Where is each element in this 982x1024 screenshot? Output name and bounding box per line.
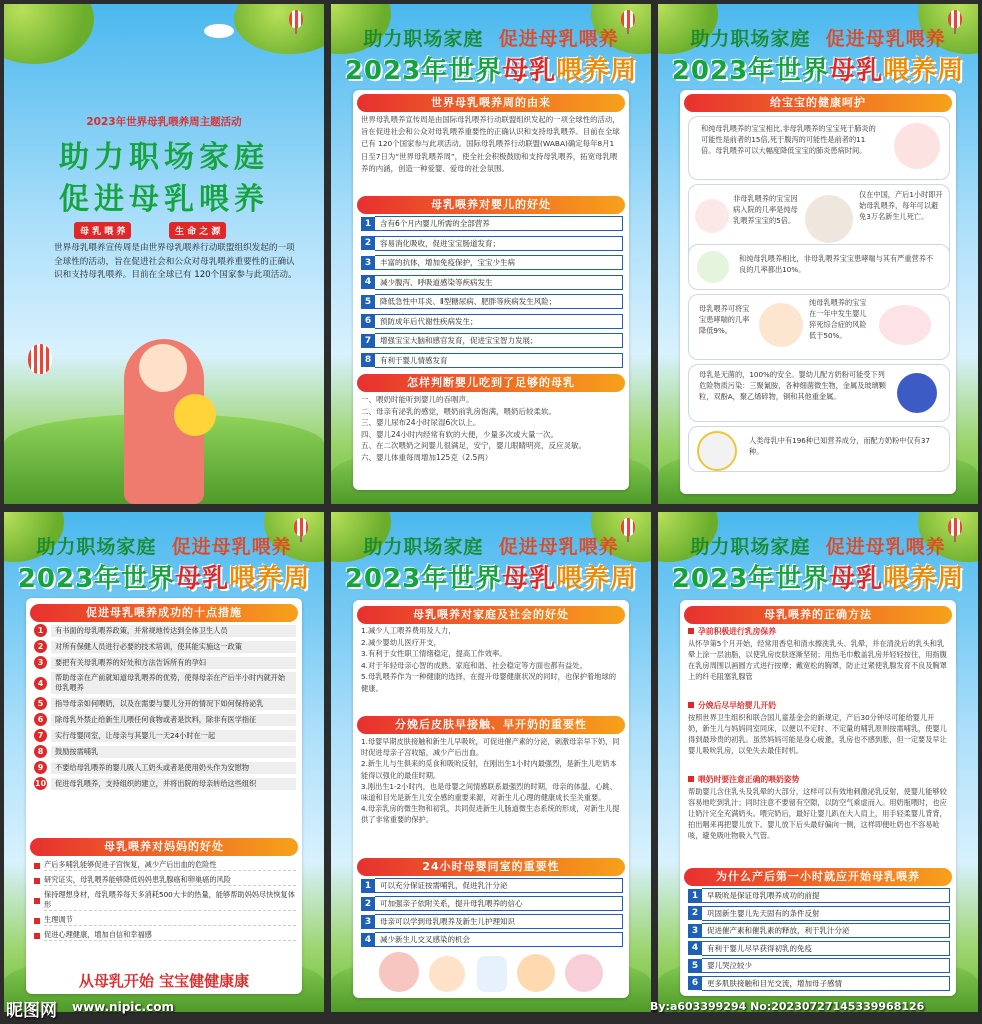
info-text: 母乳喂养可将宝宝患哮喘的几率降低9%。 [699,304,750,335]
header-week-title: 2023年世界母乳喂养周 [671,564,965,594]
header-title: 助力职场家庭 促进母乳喂养 [690,28,946,50]
info-box [688,364,950,422]
hot-air-balloon-icon [28,344,52,374]
info-box [688,116,950,180]
rooming-in-list [361,878,623,950]
subheading: 分娩后尽早给婴儿开奶 [688,700,776,711]
list-item: 六、婴儿体重每周增加125克（2.5两） [361,452,493,462]
tag-badge: 生 命 之 源 [169,222,226,239]
doctor-icon [477,956,507,992]
info-box [688,294,950,360]
intro-text: 世界母乳喂养宣传周是由世界母乳喂养行动联盟组织发起的一项全球性的活动，旨在促进社会和公众对母乳喂养重要性的正确认识和支持母乳喂养。目前在全球已有 120个国家参与此项活动。 [54,243,297,280]
info-text: 和纯母乳喂养相比，非母乳喂养宝宝患哮喘与其有严重营养不良的几率都出10%。 [739,254,934,274]
header-week-title: 2023年世界母乳喂养周 [344,56,638,86]
section-title: 促进母乳喂养成功的十点措施 [30,604,298,622]
list-item: 4 有利于婴儿尽早获得初乳的免疫 [688,941,950,956]
info-box [688,426,950,472]
main-title-line2: 促进母乳喂养 [59,182,269,217]
list-item: 一、喂奶时能听到婴儿的吞咽声。 [361,395,474,404]
event-subtitle: 2023年世界母乳喂养周主题活动 [86,116,242,128]
list-item: 促进心理健康，增加自信和幸福感 [34,930,296,941]
mother-baby-icon [379,952,419,992]
section-title: 给宝宝的健康呵护 [684,94,952,112]
list-item: 6 除母乳外禁止给新生儿喂任何食物或者是饮料，除非有医学指征 [34,713,296,726]
poster-panel-2 [331,4,651,504]
header-week-title: 2023年世界母乳喂养周 [17,564,311,594]
list-item: 3 丰富的抗体，增加免疫保护，宝宝少生病 [361,255,623,270]
list-item: 5 婴儿哭泣较少 [688,958,950,973]
method-text: 从怀孕第5个月开始，经常用香皂和清水擦洗乳头、乳晕，并在清洗后的乳头和乳晕上涂一层油脂，以使乳房皮肤逐渐坚韧；用热毛巾敷盖乳房并轻轻按住，用指腹在乳房周围以画圆方式进行按摩；戴宽松的胸罩，防止过紧使乳腺发育不良及胸罩上的纤毛阻塞乳腺管 [688,639,947,681]
main-title-line1: 助力职场家庭 [59,140,269,175]
info-text: 仅在中国，产后1小时即开始母乳喂养，每年可以避免3万名新生儿死亡。 [859,190,943,221]
list-item: 生理调节 [34,915,296,926]
list-item: 产后多哺乳能够促进子宫恢复，减少产后出血的危险性 [34,860,296,871]
list-item: 4 减少新生儿交叉感染的机会 [361,932,623,947]
tag-badge: 母 乳 喂 养 [74,222,131,239]
header-title: 助力职场家庭 促进母乳喂养 [363,536,619,558]
list-item: 5 降低急性中耳炎、Ⅱ型糖尿病、肥胖等疾病发生风险； [361,294,623,309]
section-title: 母乳喂养对妈妈的好处 [30,838,298,856]
list-item: 3 要把有关母乳喂养的好处和方法告诉所有的孕妇 [34,656,296,669]
method-text: 帮助婴儿含住乳头及乳晕的大部分，这样可以有效地刺激泌乳反射，使婴儿能够较容易地吃到乳汁；同时注意不要留有空隙，以防空气乘虚而入。用奶瓶喂时，也应让奶汁完全充满奶头。喂完奶后，最好让婴儿趴在大人肩上，用手轻柔婴儿背背，拍出咽来再把婴儿放下。婴儿放下后头最好偏向一侧，这样即便吐奶也不容易呛咳，避免吸吐物吸入气管。 [688,787,947,840]
list-item: 2 对所有保健人员进行必要的技术培训，使其能实施这一政策 [34,640,296,653]
society-benefit-list [361,625,621,695]
list-item: 2 巩固新生婴儿先天固有的条件反射 [688,906,950,921]
dove-icon [204,24,234,38]
info-text: 和纯母乳喂养的宝宝相比,非母乳喂养的宝宝死于肺炎的可能性是前者的15倍,死于腹泻的可能性是前者的11倍。母乳喂养可以大幅度降低宝宝的肺炎患病时间。 [701,124,876,155]
header-title: 助力职场家庭 促进母乳喂养 [690,536,946,558]
poster-panel-6 [658,512,978,1012]
list-item: 8 有利于婴儿情感发育 [361,353,623,368]
list-item: 4 帮助母亲在产前就知道母乳喂养的优势，使得母亲在产后半小时内就开始母乳喂养 [34,672,296,694]
list-item: 2 可加强亲子依附关系，提升母乳喂养的信心 [361,896,623,911]
watermark-id: By:a603399294 No:20230727145339968126 [650,1000,925,1013]
list-item: 9 不要给母乳喂养的婴儿吸人工奶头或者是使用奶头作为安慰物 [34,761,296,774]
section-title: 母乳喂养对婴儿的好处 [357,196,625,214]
poster-panel-5 [331,512,651,1012]
list-item: 4 减少腹泻、呼吸道感染等疾病发生 [361,275,623,290]
section-title: 怎样判断婴儿吃到了足够的母乳 [357,374,625,392]
list-item: 7 实行母婴同室，让母亲与其婴儿一天24小时在一起 [34,729,296,742]
list-item: 8 鼓励按需哺乳 [34,745,296,758]
list-item: 五、在二次喂奶之间婴儿很满足，安宁，婴儿眼睛明亮，反应灵敏。 [361,441,586,451]
checklist [361,394,621,464]
info-text: 母乳是无菌的，100%的安全。婴幼儿配方奶粉可能受下列危险物质污染：三聚氰胺，各种细菌微生物，金属及玻璃颗粒，双酚A，聚乙烯碎物，铜和其他重金属。 [699,370,886,401]
info-text: 纯母乳喂养的宝宝在一年中发生婴儿猝死综合症的风险低于50%。 [809,298,867,340]
mother-face-illustration [139,344,187,392]
nutrition-plate-icon [697,431,737,471]
watermark-url: www.nipic.com [72,1000,174,1014]
section-title: 世界母乳喂养周的由来 [357,94,625,112]
hot-air-balloon-icon [289,10,303,28]
mother-benefit-list [34,860,296,945]
info-text: 非母乳喂养的宝宝因病入院的几率是纯母乳喂养宝宝的5倍。 [733,194,798,225]
benefit-list [361,216,623,372]
list-item: 5.母乳喂养作为一种健康的选择，在提升母婴健康状况的同时，也保护着地球的健康。 [361,672,617,693]
heart-icon [879,305,931,345]
slogan: 从母乳开始 宝宝健健康康 [78,972,250,990]
header-week-title: 2023年世界母乳喂养周 [344,564,638,594]
baby-icon [565,954,603,992]
baby-icon [517,954,555,992]
baby-icon [429,956,465,992]
header-week-title: 2023年世界母乳喂养周 [671,56,965,86]
info-text: 人类母乳中有196种已知营养成分，而配方奶粉中仅有37种。 [749,436,930,456]
poster-panel-1 [4,4,324,504]
list-item: 三、婴儿尿布24小时尿湿6次以上。 [361,418,481,428]
section-title: 为什么产后第一小时就应开始母乳喂养 [684,868,952,886]
section-title: 分娩后皮肤早接触、早开奶的重要性 [357,716,625,734]
list-item: 1 早吸吮是保证母乳喂养成功的前提 [688,888,950,903]
section-text: 世界母乳喂养宣传周是由国际母乳喂养行动联盟组织发起的一项全球性的活动，旨在促进社会和公众对母乳喂养重要性的正确认识和支持母乳喂养。目前在全球已有 120个国家参与此项活动。国际母乳喂养行动联盟(WABA)确定每年8月1日至7日为“世界母乳喂养周”，使全社会积极鼓励和支持母乳喂养，拓宽母乳喂养的内涵，创造一种爱婴、爱母的社会氛围。 [361,115,620,173]
subheading: 孕前积极进行乳房保养 [688,626,776,637]
list-item: 1.母婴早期皮肤接触和新生儿早吸吮，可促进催产素的分泌，刺激母亲早下奶，同时促进母亲子宫收缩，减少产后出血。 [361,737,620,758]
list-item: 2.新生儿与生俱来的觅食和吸吮反射，在刚出生1小时内最强烈，是新生儿吃奶本能得以强化的最佳时期。 [361,759,617,780]
list-item: 四、婴儿24小时内经常有软的大便，少量多次或大量一次。 [361,429,559,439]
list-item: 2.减少婴幼儿医疗开支， [361,637,441,647]
watermark-logo: 昵图网 [6,1001,57,1021]
section-title: 24小时母婴同室的重要性 [357,858,625,876]
tree-decoration [234,4,324,54]
list-item: 4.对于年轻母亲心智的成熟、家庭和谐、社会稳定等方面也都有益处。 [361,660,587,670]
virus-icon [805,195,853,243]
list-item: 3.有利于女性职工情绪稳定，提高工作效率。 [361,649,507,659]
list-item: 6 预防成年后代谢性疾病发生； [361,314,623,329]
section-title: 母乳喂养对家庭及社会的好处 [357,606,625,624]
bacteria-icon [897,373,937,413]
list-item: 6 更多肌肤接触和目光交流，增加母子感情 [688,976,950,991]
list-item: 保持理想身材，母乳喂养每天多消耗500大卡的热量，能够帮助妈妈尽快恢复体形 [34,890,296,911]
list-item: 1 有书面的母乳喂养政策，并常规地传达到全体卫生人员 [34,624,296,637]
list-item: 1.减少人工喂养费用及人力， [361,626,456,635]
skin-contact-text [361,736,621,826]
list-item: 3.刚出生1-2小时内，也是母婴之间情感联系最强烈的时期，母亲的体温、心跳、味道和目光是新生儿安全感的重要来源，对新生儿心理的健康成长至关重要。 [361,781,617,803]
list-item: 3 促进催产素和催乳素的释放，利于乳汁分泌 [688,923,950,938]
lungs-icon [894,123,940,169]
list-item: 4.母亲乳房的微生物和初乳，共同促进新生儿肠道微生态系统的形成，对新生儿提供了非常重要的保护。 [361,804,620,825]
list-item: 3 母亲可以学到母乳喂养及新生儿护理知识 [361,914,623,929]
list-item: 2 容易消化吸收，促进宝宝肠道发育； [361,236,623,251]
baby-illustration [174,394,216,436]
header-title: 助力职场家庭 促进母乳喂养 [363,28,619,50]
alarm-icon [695,199,729,233]
method-text: 按照世界卫生组织和联合国儿童基金会的新规定，产后30分钟尽可能给婴儿开奶，新生儿与妈妈同室同床，以便以不定时、不定量的哺乳原则按需哺乳，使婴儿得到最珍贵的初乳。虽然妈妈可能是身心疲惫，乳房也不感到胀，但一定要及早让婴儿吸吮乳房，以免失去最佳时机。 [688,713,947,755]
header-title: 助力职场家庭 促进母乳喂养 [36,536,292,558]
masked-child-icon [759,303,803,347]
list-item: 二、母亲有泌乳的感觉，喂奶前乳房饱满，喂奶后较柔软。 [361,406,556,416]
food-icon [697,251,729,283]
list-item: 1 可以充分保证按需哺乳，促进乳汁分泌 [361,878,623,893]
list-item: 1 含有6个月内婴儿所需的全部营养 [361,216,623,231]
tree-decoration [4,4,94,64]
first-hour-list [688,888,950,993]
list-item: 10 促进母乳喂养，支持组织的建立，并将出院的母亲转给这些组织 [34,777,296,790]
measures-list [34,624,296,793]
subheading: 喂奶时要注意正确的喂奶姿势 [688,774,799,785]
info-box [688,244,950,290]
list-item: 7 增强宝宝大脑和感官发育，促进宝宝智力发展； [361,333,623,348]
poster-panel-3 [658,4,978,504]
list-item: 研究证实，母乳喂养能够降低妈妈患乳腺癌和卵巢癌的风险 [34,875,296,886]
list-item: 5 指导母亲如何喂奶，以及在需要与婴儿分开的情况下如何保持泌乳 [34,697,296,710]
poster-panel-4 [4,512,324,1012]
section-title: 母乳喂养的正确方法 [684,606,952,624]
